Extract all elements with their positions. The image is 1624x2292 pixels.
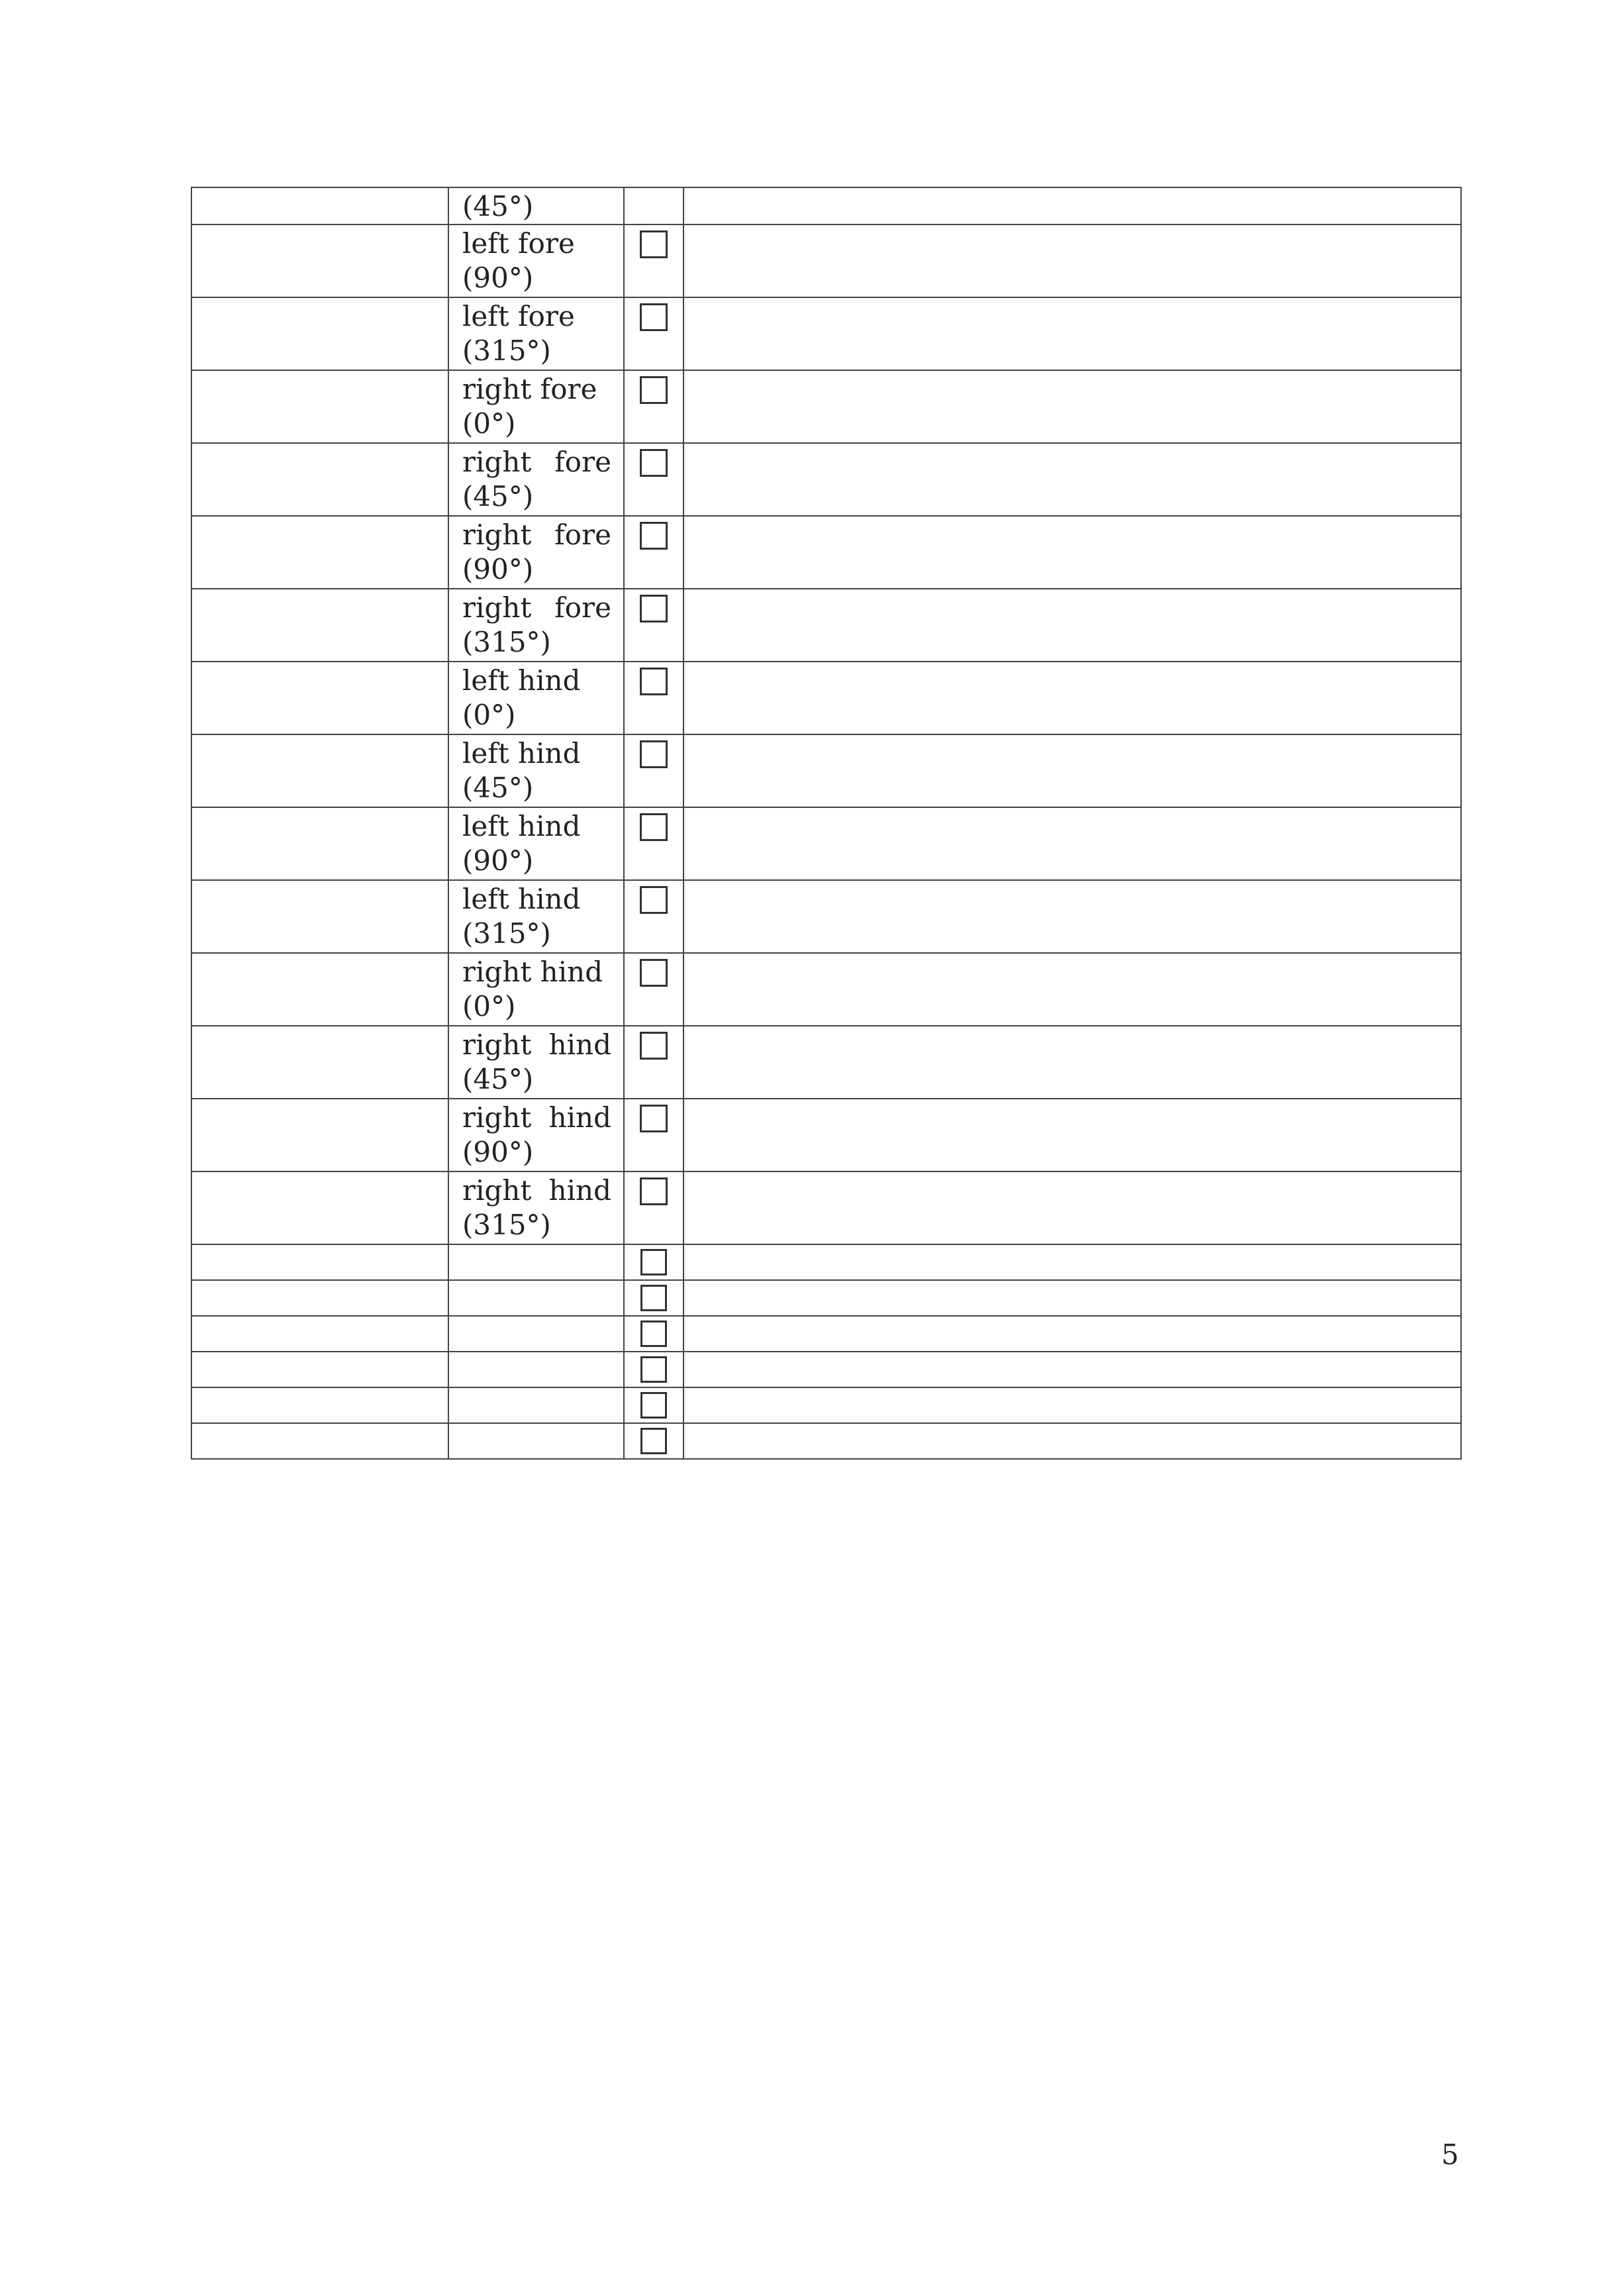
label-word: right <box>462 1174 532 1207</box>
checkbox[interactable] <box>640 1356 667 1383</box>
position-label-line2: (315°) <box>462 917 551 950</box>
position-label-line1 <box>462 518 611 552</box>
position-label-line2: (0°) <box>462 699 516 731</box>
position-label-cell <box>448 1026 624 1099</box>
position-label-line2: (90°) <box>462 553 534 585</box>
label-word: right <box>462 591 532 624</box>
notes-cell[interactable] <box>684 1026 1461 1099</box>
position-label-line2: (90°) <box>462 262 534 294</box>
position-label-line2: (315°) <box>462 626 551 658</box>
notes-cell[interactable] <box>684 370 1461 443</box>
row-name-cell[interactable] <box>191 1171 448 1244</box>
position-label-line1 <box>462 445 611 479</box>
position-label-cell <box>448 297 624 370</box>
table-row <box>191 1099 1461 1171</box>
checkbox[interactable] <box>640 668 668 695</box>
notes-cell[interactable] <box>684 443 1461 516</box>
checkbox-cell <box>624 443 684 516</box>
position-label-cell <box>448 187 624 224</box>
checkbox-cell <box>624 224 684 297</box>
checkbox-cell <box>624 1423 684 1459</box>
position-label <box>449 298 623 368</box>
checklist-table-body <box>191 187 1461 1459</box>
notes-cell[interactable] <box>684 589 1461 662</box>
checkbox[interactable] <box>640 886 668 914</box>
checkbox[interactable] <box>640 1105 668 1132</box>
notes-cell[interactable] <box>684 734 1461 807</box>
table-row <box>191 516 1461 589</box>
table-row <box>191 297 1461 370</box>
notes-cell[interactable] <box>684 1316 1461 1352</box>
row-name-cell[interactable] <box>191 662 448 734</box>
notes-cell[interactable] <box>684 1352 1461 1387</box>
checkbox-cell <box>624 807 684 880</box>
position-label-cell <box>448 370 624 443</box>
row-name-cell[interactable] <box>191 1352 448 1387</box>
checkbox-cell <box>624 1316 684 1352</box>
position-label-line1: left fore <box>462 227 575 260</box>
checklist-table <box>191 187 1462 1460</box>
position-label-line1: left fore <box>462 300 575 332</box>
notes-cell[interactable] <box>684 1171 1461 1244</box>
row-name-cell[interactable] <box>191 1244 448 1280</box>
position-label-line2: (315°) <box>462 1209 551 1241</box>
position-label-line2: (90°) <box>462 844 534 877</box>
position-label-cell <box>448 662 624 734</box>
position-label-line2: (90°) <box>462 1136 534 1168</box>
position-label-line1: left hind <box>462 810 581 842</box>
label-word: hind <box>548 1101 611 1134</box>
empty-table-row <box>191 1280 1461 1316</box>
row-name-cell[interactable] <box>191 953 448 1026</box>
position-label-cell <box>448 1099 624 1171</box>
row-name-cell[interactable] <box>191 370 448 443</box>
checkbox-cell <box>624 1280 684 1316</box>
label-word: fore <box>554 519 611 551</box>
position-label-line1: left hind <box>462 883 581 915</box>
position-label-cell[interactable] <box>448 1423 624 1459</box>
checkbox[interactable] <box>640 740 668 768</box>
notes-cell[interactable] <box>684 297 1461 370</box>
position-label-line1 <box>462 1173 611 1208</box>
position-label-cell <box>448 589 624 662</box>
row-name-cell[interactable] <box>191 1316 448 1352</box>
checkbox-cell <box>624 1352 684 1387</box>
row-name-cell[interactable] <box>191 734 448 807</box>
checkbox-cell <box>624 734 684 807</box>
position-label-line2: (45°) <box>462 1063 534 1095</box>
checkbox[interactable] <box>640 959 668 987</box>
empty-table-row <box>191 1423 1461 1459</box>
notes-cell[interactable] <box>684 224 1461 297</box>
checkbox[interactable] <box>640 449 668 477</box>
checkbox[interactable] <box>640 376 668 404</box>
checkbox[interactable] <box>640 813 668 841</box>
checkbox-cell <box>624 187 684 224</box>
position-label-line2: (45°) <box>462 772 534 804</box>
row-name-cell[interactable] <box>191 1387 448 1423</box>
checkbox[interactable] <box>640 1285 667 1311</box>
position-label <box>449 444 623 514</box>
row-name-cell[interactable] <box>191 589 448 662</box>
position-label <box>449 1172 623 1242</box>
empty-table-row <box>191 1316 1461 1352</box>
table-row <box>191 662 1461 734</box>
row-name-cell[interactable] <box>191 1099 448 1171</box>
checkbox[interactable] <box>640 1392 667 1419</box>
table-row <box>191 224 1461 297</box>
position-label-line2: (315°) <box>462 334 551 367</box>
checkbox-cell <box>624 662 684 734</box>
row-name-cell[interactable] <box>191 297 448 370</box>
empty-table-row <box>191 1244 1461 1280</box>
position-label-cell <box>448 224 624 297</box>
table-row <box>191 734 1461 807</box>
position-label-line2: (0°) <box>462 407 516 440</box>
position-label-cell <box>448 807 624 880</box>
table-row <box>191 1026 1461 1099</box>
row-name-cell[interactable] <box>191 1026 448 1099</box>
label-word: hind <box>548 1174 611 1207</box>
checkbox[interactable] <box>640 595 668 623</box>
position-label-cell <box>448 516 624 589</box>
notes-cell[interactable] <box>684 1423 1461 1459</box>
checkbox[interactable] <box>640 303 668 331</box>
position-label-cell <box>448 880 624 953</box>
notes-cell[interactable] <box>684 662 1461 734</box>
position-label-line1: left hind <box>462 664 581 697</box>
position-label <box>449 589 623 660</box>
row-name-cell[interactable] <box>191 224 448 297</box>
notes-cell[interactable] <box>684 516 1461 589</box>
table-row <box>191 880 1461 953</box>
checkbox-cell <box>624 1244 684 1280</box>
notes-cell[interactable] <box>684 1244 1461 1280</box>
checkbox-cell <box>624 1026 684 1099</box>
notes-cell[interactable] <box>684 187 1461 224</box>
checkbox-cell <box>624 1171 684 1244</box>
position-label <box>449 517 623 587</box>
position-label-line2: (45°) <box>462 480 534 513</box>
position-label <box>449 188 623 224</box>
position-label <box>449 1026 623 1097</box>
row-name-cell[interactable] <box>191 1423 448 1459</box>
position-label-line2: (0°) <box>462 990 516 1022</box>
position-label <box>449 735 623 805</box>
checkbox[interactable] <box>640 230 668 258</box>
position-label <box>449 371 623 441</box>
checkbox-cell <box>624 297 684 370</box>
table-row <box>191 953 1461 1026</box>
label-word: fore <box>554 591 611 624</box>
checkbox-cell <box>624 370 684 443</box>
table-row <box>191 187 1461 224</box>
label-word: hind <box>548 1028 611 1061</box>
position-label-cell <box>448 1171 624 1244</box>
table-row <box>191 443 1461 516</box>
position-label <box>449 1099 623 1170</box>
notes-cell[interactable] <box>684 1280 1461 1316</box>
page-number: 5 <box>1441 2138 1459 2171</box>
notes-cell[interactable] <box>684 880 1461 953</box>
notes-cell[interactable] <box>684 1387 1461 1423</box>
position-label-cell <box>448 953 624 1026</box>
checkbox-cell <box>624 1387 684 1423</box>
checkbox-cell <box>624 1099 684 1171</box>
notes-cell[interactable] <box>684 1099 1461 1171</box>
checkbox[interactable] <box>640 1177 668 1205</box>
position-label <box>449 954 623 1024</box>
position-label-cell <box>448 734 624 807</box>
position-label-line1 <box>462 591 611 625</box>
empty-table-row <box>191 1352 1461 1387</box>
row-name-cell[interactable] <box>191 807 448 880</box>
position-label <box>449 662 623 732</box>
position-label-line1: left hind <box>462 737 581 770</box>
position-label-line1: (45°) <box>462 190 534 223</box>
checkbox[interactable] <box>640 1249 667 1275</box>
checkbox[interactable] <box>640 1428 667 1454</box>
row-name-cell[interactable] <box>191 880 448 953</box>
label-word: right <box>462 446 532 478</box>
checkbox-cell <box>624 516 684 589</box>
checkbox-cell <box>624 953 684 1026</box>
position-label-cell[interactable] <box>448 1316 624 1352</box>
empty-table-row <box>191 1387 1461 1423</box>
table-row <box>191 1171 1461 1244</box>
label-word: fore <box>554 446 611 478</box>
row-name-cell[interactable] <box>191 187 448 224</box>
row-name-cell[interactable] <box>191 443 448 516</box>
position-label-cell[interactable] <box>448 1244 624 1280</box>
checkbox-cell <box>624 589 684 662</box>
position-label-cell[interactable] <box>448 1280 624 1316</box>
position-label-line1 <box>462 1028 611 1062</box>
position-label-line1 <box>462 1101 611 1135</box>
notes-cell[interactable] <box>684 807 1461 880</box>
position-label <box>449 881 623 951</box>
row-name-cell[interactable] <box>191 1280 448 1316</box>
table-row <box>191 807 1461 880</box>
notes-cell[interactable] <box>684 953 1461 1026</box>
label-word: right <box>462 519 532 551</box>
checkbox-cell <box>624 880 684 953</box>
checkbox[interactable] <box>640 1320 667 1347</box>
label-word: right <box>462 1028 532 1061</box>
checkbox[interactable] <box>640 1032 668 1060</box>
position-label-cell[interactable] <box>448 1387 624 1423</box>
row-name-cell[interactable] <box>191 516 448 589</box>
position-label-cell <box>448 443 624 516</box>
position-label <box>449 225 623 295</box>
position-label <box>449 808 623 878</box>
checkbox[interactable] <box>640 522 668 550</box>
table-row <box>191 589 1461 662</box>
position-label-line1: right hind <box>462 956 603 988</box>
position-label-line1: right fore <box>462 373 597 405</box>
table-row <box>191 370 1461 443</box>
label-word: right <box>462 1101 532 1134</box>
position-label-cell[interactable] <box>448 1352 624 1387</box>
